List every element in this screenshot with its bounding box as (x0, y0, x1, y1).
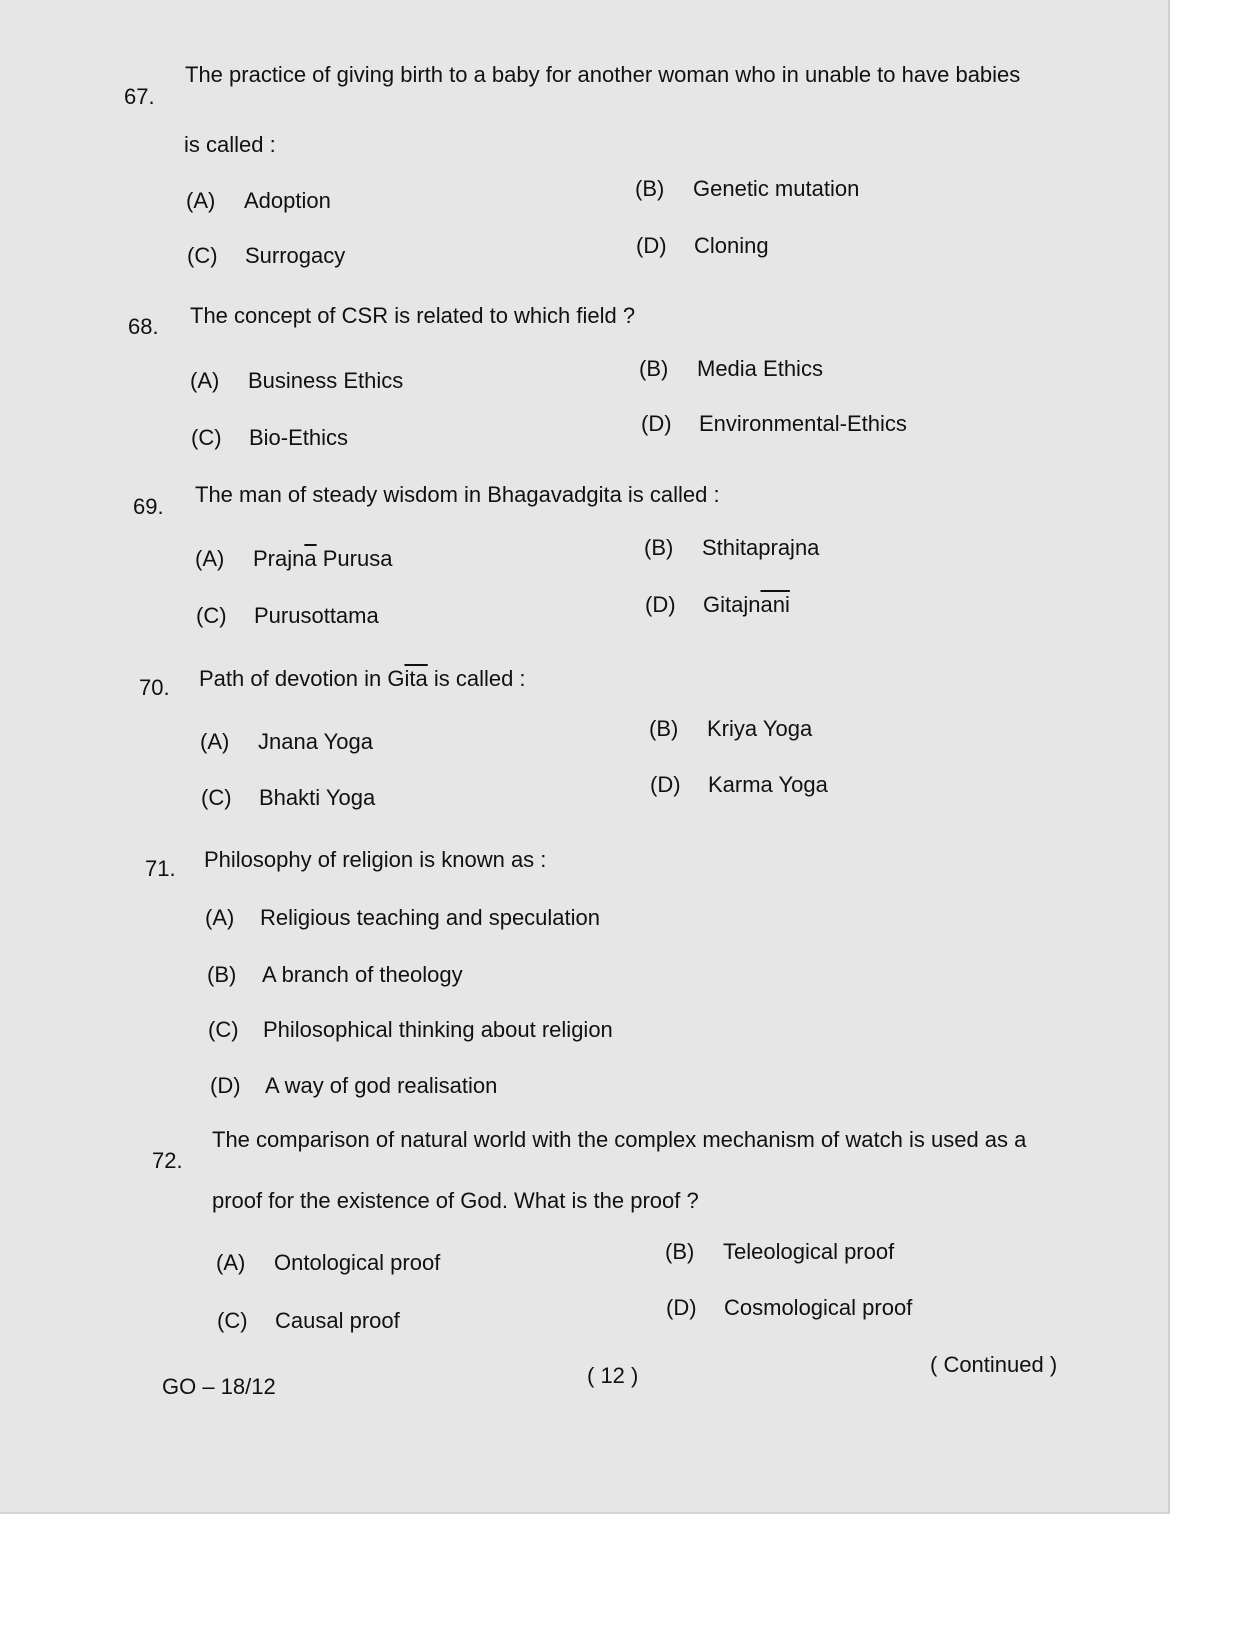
option-d (650, 772, 828, 798)
option-b (665, 1239, 894, 1265)
question-number: 68. (128, 314, 159, 339)
option-label: (D) (650, 772, 681, 797)
option-label: (D) (666, 1295, 697, 1320)
option-text: Ontological proof (274, 1250, 441, 1275)
option-label: (A) (216, 1250, 246, 1275)
question-text: Path of devotion in $G\overline{ita}$ is called : (199, 666, 526, 691)
option-label: (A) (186, 188, 216, 213)
option-c (201, 785, 375, 811)
option-label: (D) (210, 1073, 241, 1098)
option-c (217, 1308, 400, 1334)
option-text: Kriya Yoga (707, 716, 813, 741)
option-label: (B) (639, 356, 669, 381)
option-text: Purusottama (254, 603, 379, 628)
option-text: A way of god realisation (265, 1073, 498, 1098)
option-label: (D) (636, 233, 667, 258)
option-c (191, 425, 348, 451)
option-label: (C) (208, 1017, 239, 1042)
question-number: 70. (139, 675, 170, 700)
option-text: Cosmological proof (724, 1295, 913, 1320)
option-text: Teleological proof (723, 1239, 895, 1264)
option-text: Bhakti Yoga (259, 785, 376, 810)
option-text: Genetic mutation (693, 176, 860, 201)
option-b (649, 716, 812, 742)
option-a (190, 368, 403, 394)
option-label: (A) (205, 905, 235, 930)
option-d (645, 592, 790, 618)
option-label: (B) (649, 716, 679, 741)
option-c (208, 1017, 613, 1043)
question-text: The comparison of natural world with the complex mechanism of watch is used as a (212, 1127, 1027, 1152)
option-a (186, 188, 331, 214)
option-text: Business Ethics (248, 368, 404, 393)
option-text: Cloning (694, 233, 769, 258)
option-label: (D) (641, 411, 672, 436)
option-label: (A) (195, 546, 225, 571)
question-number: 67. (124, 84, 155, 109)
question-text: proof for the existence of God. What is the proof ? (212, 1188, 699, 1213)
question-text: The man of steady wisdom in Bhagavadgita is called : (195, 482, 720, 507)
option-label: (C) (201, 785, 232, 810)
option-label: (C) (196, 603, 227, 628)
option-a (216, 1250, 440, 1276)
question-number: 72. (152, 1148, 183, 1173)
option-text: Sthitaprajna (702, 535, 820, 560)
option-text: Adoption (244, 188, 331, 213)
option-label: (D) (645, 592, 676, 617)
option-label: (C) (217, 1308, 248, 1333)
option-a (195, 546, 392, 572)
option-b (207, 962, 463, 988)
option-text: A branch of theology (262, 962, 463, 987)
question-number: 69. (133, 494, 164, 519)
paper-code: GO – 18/12 (162, 1374, 276, 1399)
option-text: Bio-Ethics (249, 425, 349, 450)
question-text: Philosophy of religion is known as : (204, 847, 547, 872)
option-text: Jnana Yoga (258, 729, 374, 754)
option-label: (A) (200, 729, 230, 754)
option-a (200, 729, 373, 755)
option-b (635, 176, 859, 202)
page-number: ( 12 ) (587, 1363, 639, 1388)
question-number: 71. (145, 856, 176, 881)
option-text: Causal proof (275, 1308, 400, 1333)
option-d (636, 233, 769, 259)
option-text: Philosophical thinking about religion (263, 1017, 613, 1042)
option-text: $Prajn\overline{a}$ Purusa (253, 546, 393, 571)
option-d (641, 411, 907, 437)
option-text: Karma Yoga (708, 772, 828, 797)
option-text: Religious teaching and speculation (260, 905, 601, 930)
option-label: (B) (644, 535, 674, 560)
option-label: (C) (191, 425, 222, 450)
option-label: (B) (665, 1239, 695, 1264)
option-b (639, 356, 823, 382)
option-c (196, 603, 379, 629)
option-c (187, 243, 345, 269)
option-text: Surrogacy (245, 243, 346, 268)
question-text: The practice of giving birth to a baby for another woman who in unable to have babies (185, 62, 1021, 87)
option-label: (B) (635, 176, 665, 201)
continued-note: ( Continued ) (930, 1352, 1058, 1377)
question-text: is called : (184, 132, 276, 157)
option-a (205, 905, 600, 931)
option-text: Media Ethics (697, 356, 823, 381)
option-text: Environmental-Ethics (699, 411, 907, 436)
question-text: The concept of CSR is related to which field ? (190, 303, 636, 328)
option-label: (C) (187, 243, 218, 268)
option-label: (A) (190, 368, 220, 393)
option-text: $Gitajn\overline{ani}$ (703, 592, 790, 617)
option-d (666, 1295, 912, 1321)
option-label: (B) (207, 962, 237, 987)
option-d (210, 1073, 497, 1099)
option-b (644, 535, 819, 561)
